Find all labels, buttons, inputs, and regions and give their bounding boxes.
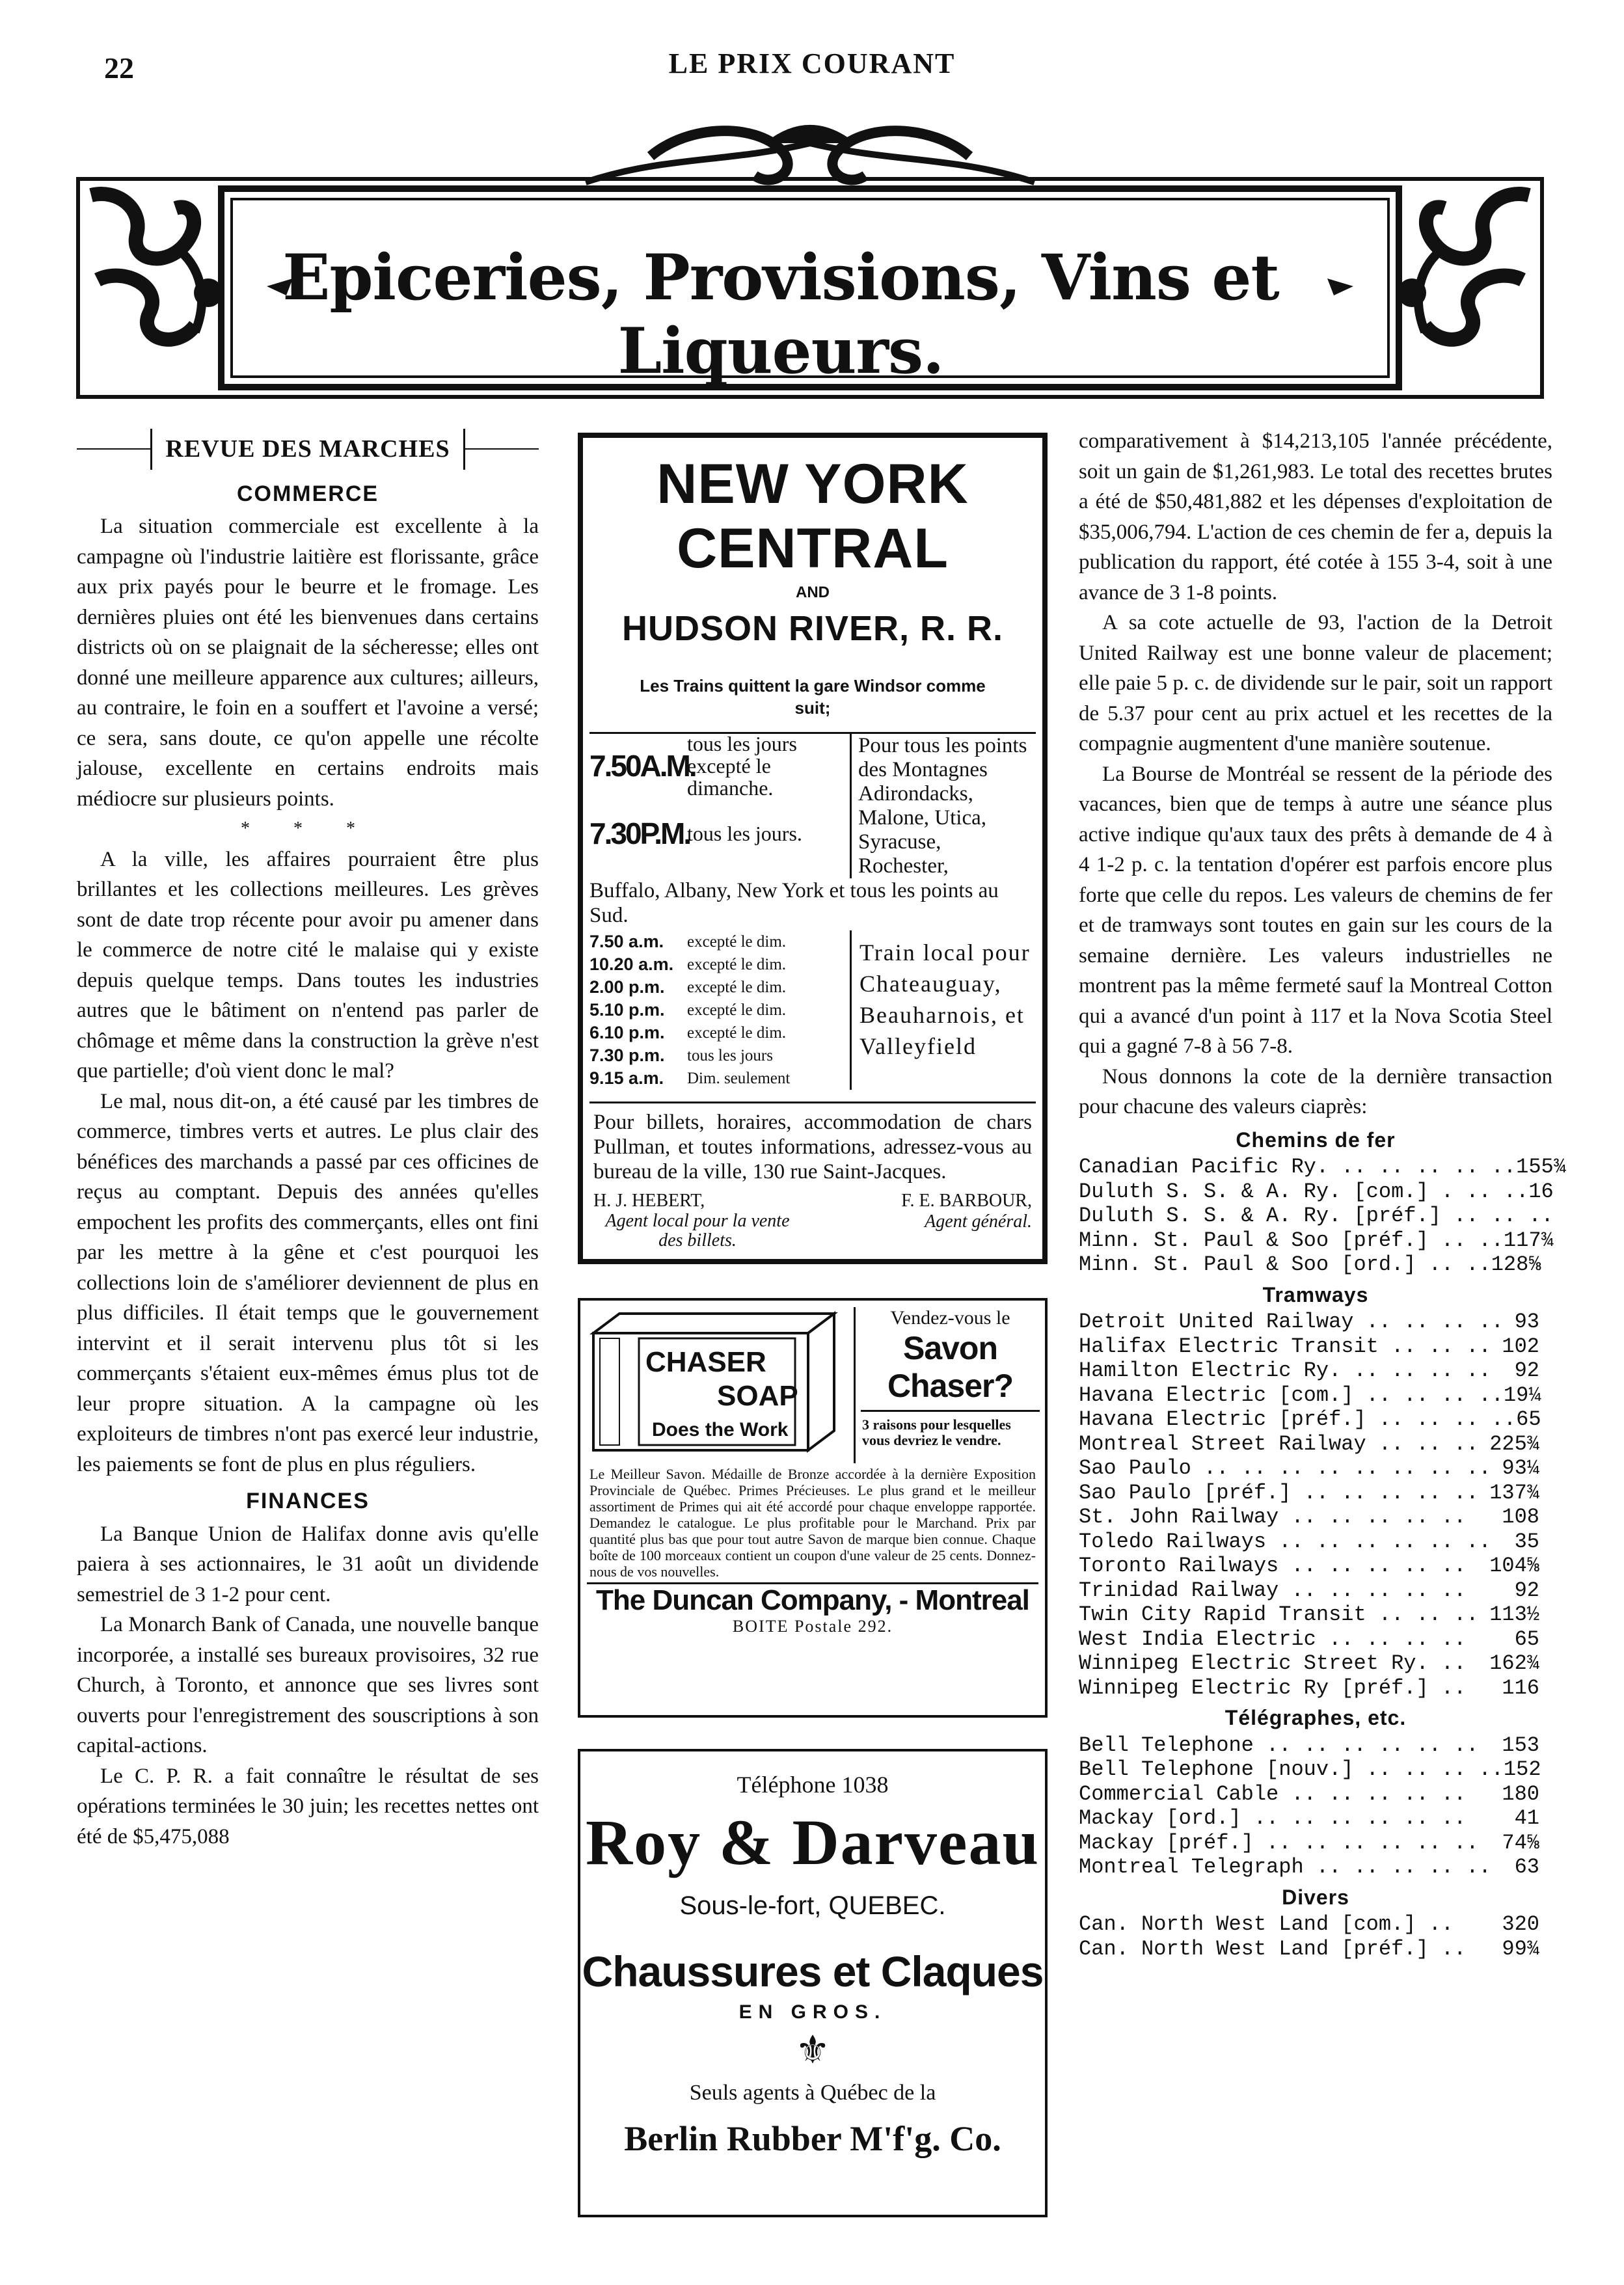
shoes-product: Chaussures et Claques [582, 1947, 1044, 1995]
soap-text: Le Meilleur Savon. Médaille de Bronze accordée à la dernière Exposition Provinciale de Québec. Primes Précieuses. Le plus grand et le meilleur assortiment de Primes qui ait été accordé pour chaque enveloppe rapportée. Demandez le catalogue. Le plus profitable pour le Marchand. Prix par quantité plus bas que pour tout autre Savon de marque bien connue. Chaque boîte de 100 morceaux contient un coupon d'une valeur de 25 cents. Donnez-nous de vos nouvelles. [589, 1466, 1036, 1580]
finances-heading: FINANCES [246, 1489, 370, 1513]
stock-quotes-table [1079, 1125, 1566, 1962]
stock-name: Duluth S. S. & A. Ry. [com.] . .. .. [1079, 1179, 1529, 1204]
shoes-berlin-rubber: Berlin Rubber M'f'g. Co. [624, 2119, 1001, 2158]
stock-price: 65 [1516, 1407, 1541, 1431]
stock-row [1079, 1505, 1552, 1530]
stock-row [1079, 1757, 1552, 1782]
stock-name: Winnipeg Electric Street Ry. .. [1079, 1651, 1467, 1675]
stock-price: 63 [1514, 1855, 1539, 1879]
stock-price: 16 [1528, 1179, 1554, 1204]
finance-paragraph: comparativement à $14,213,105 l'année précédente, soit un gain de $1,261,983. Le total des recettes brutes a été de $50,481,882 et les dépenses d'exploitation de $35,006,794. L'action de ces chemin de fer a, depuis la publication du rapport, été cotée à 155 3-4, soit à une avance de 3 1-8 points. [1079, 429, 1552, 604]
stock-price: 225¾ [1489, 1431, 1539, 1456]
railway-advertisement [578, 433, 1048, 1264]
finances-paragraph: La Banque Union de Halifax donne avis qu'elle paiera à ses actionnaires, le 31 août un dividende semestriel de 3 1-2 pour cent. [77, 1522, 539, 1606]
shoes-company-name: Roy & Darveau [585, 1806, 1040, 1878]
local-train-time: 6.10 p.m. [589, 1023, 665, 1042]
stock-name: Toronto Railways .. .. .. .. .. [1079, 1554, 1467, 1578]
stock-row [1079, 1806, 1552, 1831]
stock-price: 320 [1502, 1912, 1539, 1936]
stock-section-title: Chemins de fer [1236, 1128, 1396, 1152]
right-column [1079, 426, 1566, 1961]
stock-price: 92 [1514, 1359, 1539, 1383]
stock-name: Halifax Electric Transit .. .. .. [1079, 1334, 1491, 1359]
stock-row [1079, 1578, 1552, 1603]
finances-paragraph: Le C. P. R. a fait connaître le résultat de ses opérations terminées le 30 juin; les recettes nettes ont été de $5,475,088 [77, 1764, 539, 1848]
stars-separator: * * * [241, 818, 375, 839]
stock-section-title: Divers [1282, 1885, 1349, 1909]
soap-vendez: Vendez-vous le [890, 1307, 1010, 1329]
page-number: 22 [104, 51, 134, 85]
stock-price: 155¾ [1516, 1155, 1566, 1179]
finance-paragraph: La Bourse de Montréal se ressent de la période des vacances, bien que de temps à autre une séance plus active indique qu'aux taux des prêts à demande de 4 à 4 1-2 p. c. la tentation d'opérer est parfois encore plus forte que celle du repos. Les valeurs de chemins de fer et de tramways sont toutes en gain sur les cours de la semaine dernière. Les valeurs industrielles ne montrent pas la même fermeté sauf la Montreal Cotton qui a avancé d'un point à 117 et la Nova Scotia Steel qui a gagné 7-8 à 56 7-8. [1079, 762, 1552, 1058]
local-train-row [589, 930, 850, 953]
local-train-note: excepté le dim. [687, 979, 787, 996]
stock-row [1079, 1334, 1552, 1359]
agent-local-name: H. J. HEBERT, [593, 1191, 705, 1211]
stock-price: 152 [1503, 1757, 1541, 1781]
local-train-note: excepté le dim. [687, 1024, 787, 1042]
stock-name: Montreal Telegraph .. .. .. .. .. [1079, 1855, 1491, 1879]
stock-row [1079, 1912, 1552, 1937]
local-train-row [589, 1067, 850, 1090]
stock-row [1079, 1432, 1552, 1457]
agent-general [837, 1191, 1032, 1251]
finance-paragraph: Nous donnons la cote de la dernière transaction pour chacune des valeurs ciaprès: [1079, 1064, 1552, 1118]
stock-name: Bell Telephone [nouv.] .. .. .. .. [1079, 1757, 1504, 1781]
local-train-row [589, 1021, 850, 1044]
local-train-note: excepté le dim. [687, 956, 787, 973]
stock-row [1079, 1180, 1552, 1204]
stock-row [1079, 1407, 1552, 1432]
stock-price: 102 [1502, 1334, 1539, 1359]
stock-price: 113½ [1489, 1602, 1539, 1627]
stock-row [1079, 1937, 1552, 1962]
railway-title-1: NEW YORK CENTRAL [656, 453, 969, 580]
stock-name: Bell Telephone .. .. .. .. .. .. [1079, 1733, 1479, 1757]
stock-price: 180 [1502, 1781, 1539, 1806]
stock-row [1079, 1310, 1552, 1334]
local-train-time: 7.30 p.m. [589, 1046, 665, 1065]
railway-subtitle: Les Trains quittent la gare Windsor comme suit; [640, 676, 986, 718]
finances-paragraph: La Monarch Bank of Canada, une nouvelle banque incorporée, a installé ses bureaux provisoires, 32 rue Church, à Toronto, et annonce que ses livres sont ouverts pour l'enregistrement des souscriptions à son capital-actions. [77, 1613, 539, 1757]
local-train-note: excepté le dim. [687, 1001, 787, 1019]
stock-name: Can. North West Land [com.] .. [1079, 1912, 1454, 1936]
stock-name: Montreal Street Railway .. .. .. [1079, 1431, 1479, 1456]
stock-row [1079, 1155, 1566, 1180]
stock-row [1079, 1602, 1552, 1627]
local-train-note: excepté le dim. [687, 933, 787, 951]
local-train-row [589, 1044, 850, 1067]
stock-row [1079, 1530, 1552, 1554]
stock-row [1079, 1831, 1552, 1856]
train-note-2: tous les jours. [687, 822, 802, 845]
stock-name: Trinidad Railway .. .. .. .. .. [1079, 1578, 1467, 1602]
stock-price: 19¼ [1503, 1383, 1541, 1407]
stock-name: Toledo Railways .. .. .. .. .. .. [1079, 1529, 1491, 1554]
stock-name: Sao Paulo .. .. .. .. .. .. .. .. [1079, 1456, 1491, 1480]
stock-row [1079, 1228, 1552, 1253]
stock-price: 93¼ [1502, 1456, 1539, 1480]
stock-name: Mackay [ord.] .. .. .. .. .. .. [1079, 1806, 1467, 1830]
local-train-row [589, 999, 850, 1021]
stock-price: 93 [1514, 1310, 1539, 1334]
commerce-heading: COMMERCE [236, 481, 379, 506]
stock-name: Havana Electric [com.] .. .. .. .. [1079, 1383, 1504, 1407]
shoes-phone: Téléphone 1038 [737, 1772, 889, 1798]
stock-section-title: Télégraphes, etc. [1225, 1706, 1407, 1729]
stock-row [1079, 1554, 1552, 1578]
train-time-1: 7.50A.M. [589, 749, 696, 783]
stock-row [1079, 1359, 1552, 1383]
stock-price: 162¾ [1489, 1651, 1539, 1675]
local-train-row [589, 953, 850, 976]
shoes-advertisement [578, 1749, 1048, 2217]
revue-box [77, 429, 539, 470]
local-train-note: Dim. seulement [687, 1070, 791, 1087]
commerce-paragraph: Le mal, nous dit-on, a été causé par les timbres de commerce, timbres verts et autres. Le plus clair des bénéfices des marchands a passé par ces officines de reçus au comptant. Depuis des années qu'elles empochent les profits des commerçants, elles ont fini par les mettre à la gêne et c'est pourquoi les collections loin de s'améliorer deviennent de plus en plus difficiles. Il était temps que le gouvernement intervint et il serait intervenu plus tôt si les commerçants s'étaient eux-mêmes émus plus tot de leur propre situation. A la campagne où les exploiteurs de timbres n'ont pas exercé leur industrie, les paiements se font de plus en plus réguliers. [77, 1089, 539, 1476]
soap-box-line2: SOAP [717, 1380, 798, 1412]
railway-info: Pour billets, horaires, accommodation de chars Pullman, et toutes informations, adressez-vous au bureau de la ville, 130 rue Saint-Jacques. [593, 1111, 1032, 1183]
commerce-paragraph: La situation commerciale est excellente à la campagne où l'industrie laitière est florissante, grâce aux prix payés pour le beurre et le fromage. Les dernières pluies ont été les bienvenues dans certains districts où on se plaignait de la sécheresse; elles ont donné une meilleure apparence aux cultures; ailleurs, au contraire, le foin en a souffert et l'avoine a versé; ce sera, sans doute, ce qu'on appelle une récolte jalouse, excellente en certains endroits mais médiocre sur plusieurs points. [77, 515, 539, 811]
soap-boite: BOITE Postale 292. [732, 1617, 893, 1636]
stock-row [1079, 1204, 1552, 1228]
stock-price: 65 [1514, 1627, 1539, 1651]
revue-title: REVUE DES MARCHES [150, 429, 465, 470]
stock-price: 74⅝ [1502, 1830, 1539, 1855]
local-train-time: 9.15 a.m. [589, 1068, 664, 1088]
local-train-time: 5.10 p.m. [589, 1000, 665, 1020]
stock-row [1079, 1383, 1552, 1408]
local-train-time: 7.50 a.m. [589, 932, 664, 951]
local-train-destination: Train local pour Chateauguay, Beauharnois, et Valleyfield [859, 940, 1031, 1059]
agent-general-role: Agent général. [925, 1211, 1032, 1232]
stock-name: Mackay [préf.] .. .. .. .. .. .. [1079, 1830, 1479, 1855]
soap-box-line3: Does the Work [652, 1419, 789, 1440]
stock-name: Canadian Pacific Ry. .. .. .. .. .. [1079, 1155, 1517, 1179]
stock-price: 92 [1514, 1578, 1539, 1602]
stock-name: Sao Paulo [préf.] .. .. .. .. .. [1079, 1480, 1479, 1505]
shoes-engros: EN GROS. [738, 2001, 887, 2023]
stock-name: Twin City Rapid Transit .. .. .. [1079, 1602, 1479, 1627]
stock-price: 108 [1502, 1505, 1539, 1529]
stock-name: Duluth S. S. & A. Ry. [préf.] .. .. .. [1079, 1204, 1554, 1228]
stock-row [1079, 1782, 1552, 1807]
train-time-2: 7.30P.M. [589, 817, 690, 850]
stock-row [1079, 1676, 1552, 1701]
soap-reasons: 3 raisons pour lesquelles vous devriez le vendre. [862, 1416, 1011, 1448]
fleur-de-lis-icon: ⚜ [795, 2029, 830, 2072]
local-train-row [589, 976, 850, 999]
local-train-time: 2.00 p.m. [589, 977, 665, 997]
soap-advertisement [578, 1298, 1048, 1718]
stock-price: 128⅝ [1491, 1252, 1541, 1277]
local-train-note: tous les jours [687, 1047, 773, 1064]
stock-price: 137¾ [1489, 1480, 1539, 1505]
train-destinations-full: Buffalo, Albany, New York et tous les points au Sud. [589, 879, 999, 927]
train-destinations: Pour tous les points des Montagnes Adirondacks, Malone, Utica, Syracuse, Rochester, [850, 734, 1036, 878]
stock-row [1079, 1855, 1552, 1880]
stock-name: Hamilton Electric Ry. .. .. .. .. [1079, 1359, 1491, 1383]
stock-name: Detroit United Railway .. .. .. .. [1079, 1310, 1504, 1334]
stock-price: 117¾ [1503, 1228, 1554, 1252]
local-train-schedule [589, 930, 852, 1090]
shoes-agents: Seuls agents à Québec de la [689, 2081, 936, 2105]
stock-row [1079, 1456, 1552, 1481]
stock-name: Minn. St. Paul & Soo [ord.] .. .. [1079, 1252, 1491, 1277]
stock-price: 116 [1502, 1675, 1539, 1700]
stock-row [1079, 1627, 1552, 1652]
banner-title: Epiceries, Provisions, Vins et Liqueurs. [282, 241, 1279, 388]
stock-price: 41 [1514, 1806, 1539, 1830]
train-note-1: tous les jours excepté le dimanche. [687, 732, 797, 800]
stock-section-title: Tramways [1262, 1282, 1369, 1306]
soap-box-illustration [587, 1307, 847, 1457]
agent-general-name: F. E. BARBOUR, [901, 1191, 1032, 1211]
railway-and: AND [796, 584, 830, 601]
stock-price: 99¾ [1502, 1936, 1539, 1961]
soap-company: The Duncan Company, - Montreal [587, 1582, 1038, 1617]
railway-title-2: HUDSON RIVER, R. R. [621, 609, 1004, 648]
stock-row [1079, 1252, 1552, 1277]
stock-row [1079, 1651, 1552, 1676]
stock-row [1079, 1733, 1552, 1758]
stock-name: Commercial Cable .. .. .. .. .. [1079, 1781, 1467, 1806]
stock-row [1079, 1481, 1552, 1506]
stock-price: 35 [1514, 1529, 1539, 1554]
agent-local-role: Agent local pour la vente des billets. [605, 1211, 790, 1251]
soap-box-line1: CHASER [645, 1346, 766, 1378]
left-column [77, 426, 539, 1852]
commerce-paragraph: A la ville, les affaires pourraient être plus brillantes et les collections meilleures. Les grèves sont de date trop récente pour avoir pu amener dans le commerce de notre cité le malaise qui y existe depuis quelque temps. Dans toutes les industries autres que le bâtiment on n'entend pas parler de chômage et même dans la construction la grève n'est que partielle; d'où vient donc le mal? [77, 847, 539, 1083]
finance-paragraph: A sa cote actuelle de 93, l'action de la Detroit United Railway est une bonne valeur de placement; elle paie 5 p. c. de dividende sur le pair, soit un rapport de 5.37 pour cent au prix actuel et les recettes de la compagnie augmentent d'une manière soutenue. [1079, 611, 1552, 755]
stock-name: Havana Electric [préf.] .. .. .. .. [1079, 1407, 1517, 1431]
agent-local [593, 1191, 802, 1251]
running-title: LE PRIX COURANT [668, 47, 956, 79]
stock-name: West India Electric .. .. .. .. [1079, 1627, 1467, 1651]
stock-name: St. John Railway .. .. .. .. .. [1079, 1505, 1467, 1529]
stock-price [1554, 1204, 1567, 1228]
local-train-time: 10.20 a.m. [589, 954, 674, 974]
shoes-address: Sous-le-fort, QUEBEC. [679, 1891, 946, 1920]
stock-name: Winnipeg Electric Ry [préf.] .. [1079, 1675, 1467, 1700]
stock-price: 153 [1502, 1733, 1539, 1757]
stock-name: Can. North West Land [préf.] .. [1079, 1936, 1467, 1961]
soap-headline: Savon Chaser? [887, 1330, 1014, 1404]
stock-name: Minn. St. Paul & Soo [préf.] .. .. [1079, 1228, 1504, 1252]
stock-price: 104⅝ [1489, 1554, 1539, 1578]
